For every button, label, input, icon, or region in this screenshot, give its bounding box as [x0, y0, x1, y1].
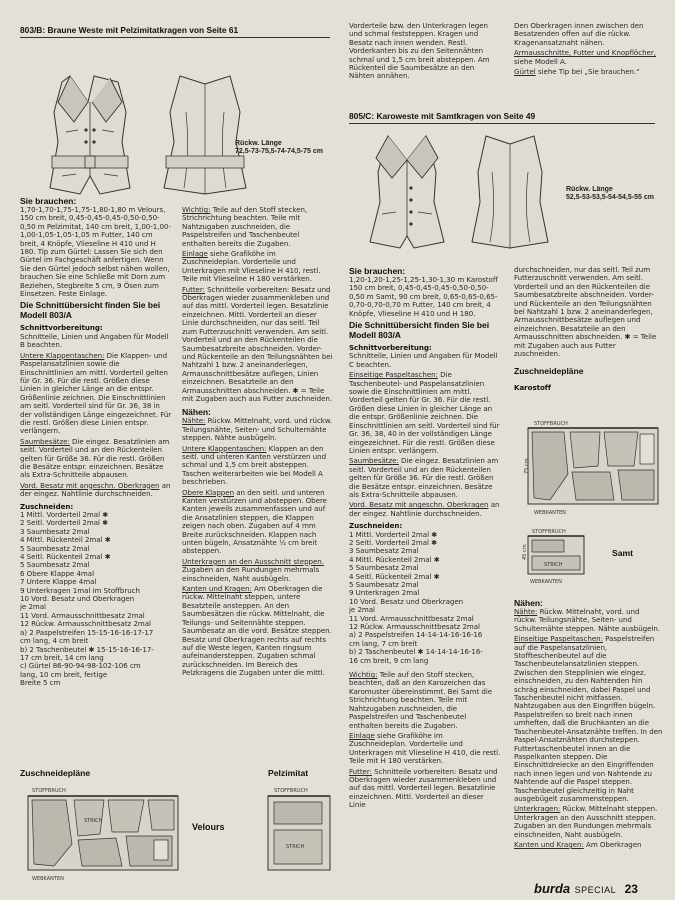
plans-title-c: Zuschneidepläne — [514, 366, 584, 377]
interfacing-lead: Einlage — [182, 249, 208, 259]
velours-cutting-plan — [26, 784, 186, 884]
vest-b-front-illustration — [30, 72, 150, 198]
model-b-heading: 803/B: Braune Weste mit Pelzimitatkragen von Seite 61 — [20, 25, 330, 38]
prep-title: Schnittvorbereitung: — [349, 343, 432, 353]
seams-text: Rückw. Mittelnaht, vord. und rückw. Teilungsnähte, Seiten- und Schulternähte steppen. Nähte ausbügeln. — [514, 607, 660, 633]
important-paragraph — [349, 671, 501, 730]
strich-label: STRICH — [84, 818, 103, 824]
lining-lead: Futter: — [349, 766, 372, 776]
samt-label: Samt — [612, 548, 634, 558]
lower-pockets-paragraph — [182, 445, 334, 487]
pocket-lead: Einseitige Paspeltaschen: — [349, 370, 438, 380]
samt-dim: 45 cm — [522, 544, 528, 560]
undercollar-lead: Unterkragen an den Ausschnitt steppen. — [182, 556, 324, 566]
cut-item: je 2mal — [20, 602, 46, 612]
lower-pockets-lead: Untere Klappentaschen: — [182, 443, 267, 453]
interfacing-lead: Einlage — [349, 730, 375, 740]
cut-title: Zuschneiden: — [349, 521, 403, 531]
upper-flaps-paragraph — [182, 489, 334, 556]
armhole-text: siehe Modell A. — [514, 56, 567, 66]
edges-text: Am Oberkragen — [586, 839, 642, 849]
edges-text: Am Oberkragen die rückw. Mittelnaht steppen, untere Besatzteile ansteppen. An den Saumbesätzen die rückw. Mittelnaht, die Teilungs- und Seitennähte steppen. Saumbesatz an die vord. Besätze steppen. Besatz und Oberkragen rechts auf rechts auf die Weste legen, Kanten ringsum aufeinandersteppen. Zugaben schmal zurückschneiden. Im Bereich des Pelzkragens die Zugaben unter die mittl. — [182, 584, 332, 678]
facing-text: an der eingez. Nahtlinie durchschneiden. — [349, 500, 500, 518]
hem-lead: Saumbesätze: — [349, 456, 399, 466]
seams-lead: Nähte: — [182, 416, 206, 426]
col3-top-text: Vorderteile bzw. den Unterkragen legen und schmal feststeppen. Kragen und Besatz nach innen wenden. Restl. Vorderkanten bis zu den Seitennähten schmal und 1,5 cm breit absteppen. Am Rückenteil die Saumbesätze an den Nähten annähen. — [349, 21, 490, 81]
cut-item: 17 cm breit, 14 cm lang — [20, 652, 104, 662]
facing-lead: Vord. Besatz mit angeschn. Oberkragen — [349, 500, 489, 510]
cut-item: 3 Saumbesatz 2mal — [20, 526, 90, 536]
cut-item: 9 Unterkragen 2mal — [349, 588, 420, 598]
pelz-cutting-plan — [264, 784, 336, 884]
cut-item: 5 Saumbesatz 2mal — [20, 543, 90, 553]
overview-title: Die Schnittübersicht finden Sie bei Modell 803/A — [20, 300, 161, 321]
sew-title: Nähen: — [182, 407, 211, 418]
column-3 — [349, 266, 501, 812]
model-b-length — [235, 140, 345, 156]
lining-paragraph — [349, 768, 501, 810]
length-values: 52,5-53-53,5-54-54,5-55 cm — [566, 194, 654, 202]
vest-c-front-illustration — [352, 132, 462, 254]
welt-pockets-lead: Einseitige Paspeltaschen: — [514, 634, 603, 644]
pocket-text: Die Klappen- und Paspelansatzlinien sowie die Einschnittlinien am mittl. Vorderteil gelten für Gr. 36. Für die restl. Größen diese Linien in gleicher Länge an die entspr. Größenlinie zeichnen. Die Einschnittlinien am seitl. Vorderteil sind für Gr. 36, 38 in der vollständigen Länge eingezeichnet. Für die restl. Größen diese Linien entspr. verlängern. — [20, 350, 172, 436]
cut-item: a) 2 Paspelstreifen 14-14-14-16-16-16 — [349, 630, 483, 640]
samt-cutting-plan — [514, 526, 594, 586]
cut-item: 5 Saumbesatz 2mal — [349, 563, 419, 573]
important-text: Teile auf den Stoff stecken, beachten, daß an den Karozeichen das Karomuster übereinstimmt. Bei Samt die Strichrichtung beachten. Teile mit Nahtzugaben zuschneiden, die Paspelstreifen und Taschenbeutel enthalten bereits die Zugaben. — [349, 670, 493, 730]
karostoff-cutting-plan — [514, 418, 664, 518]
needs-title: Sie brauchen: — [20, 196, 77, 206]
interfacing-text: siehe Grafiköhe im Zuschneideplan. Vorderteile und Unterkragen mit Vlieseline H 410, die restl. Teile mit H 180 verstärken. — [349, 730, 501, 766]
upper-flaps-text: an den seitl. und unteren Kanten verstürzen und absteppen. Obere Kanten jeweils zusammenfassen und auf die Ansatzlinien steppen, die Klappen zeigen nach oben. Zugaben auf 4 mm Breite zurückschneiden. Klappen nach unten bügeln, Ansatznähte ½ cm breit absteppen. — [182, 487, 327, 556]
col4-mid-text: durchschneiden, nur das seitl. Teil zum Futterzuschnitt verwenden. Am seitl. Vorderteil und an den Rückenteilen die Saumbesatzbreite abschneiden. Vorder- und Rückenteile an den Teilungsnähten bei Nahtzahl 1 bzw. 2 aneinanderlegen, Armausschnittbesätze auflegen und einzeichnen. Besatzteile an den Armausschnitten abschneiden. ✱ = Teile mit Zugaben auch aus Futter zuschneiden. — [514, 265, 657, 359]
fold-label: STOFFBRUCH — [274, 788, 308, 794]
cut-item: b) 2 Taschenbeutel ✱ 15-15-16-16-17- — [20, 644, 154, 654]
fold-label: STOFFBRUCH — [532, 529, 566, 535]
needs-text: 1,70-1,70-1,75-1,75-1,80-1,80 m Velours, 150 cm breit, 0,45-0,45-0,45-0,50-0,50-0,50 m Pelzimitat, 140 cm breit, 1,00-1,00-1,00-1,05-1,05-1,05 m Futter, 140 cm breit, 4 Knöpfe, Vlieseline H 410 und H 180. Tip zum Gürtel: Lassen Sie sich den Gürtel im Fachgeschäft anfertigen. Wenn Sie den Gürtel jedoch selbst nähen wollen, brauchen Sie eine Schließe mit Dorn zum Beziehen, Stegbreite 5 cm, 9 Ösen zum Einsetzen. Feste Einlage. — [20, 205, 171, 299]
cut-item: 11 Vord. Armausschnittbesatz 2mal — [349, 613, 474, 623]
hem-text: Die eingez. Besatzlinien am seitl. Vorderteil und an den Rückenteilen gelten für Größe 36. Für die restl. Größen die Besätze entspr. einzeichnen. Besätze als Extra-Schnitteile abpausen. — [349, 456, 499, 499]
special-label: SPECIAL — [574, 885, 617, 895]
col4-top-text: Den Oberkragen innen zwischen den Besatzenden offen auf die rückw. Kragenansatznaht nähen. — [514, 21, 644, 47]
length-label: Rückw. Länge — [235, 140, 282, 147]
undercollar-text: Zugaben an den Rundungen mehrmals einschneiden, Naht ausbügeln. — [182, 565, 320, 583]
column-2 — [182, 206, 334, 680]
length-label: Rückw. Länge — [566, 186, 613, 193]
cut-list — [349, 531, 501, 666]
strich-label: STRICH — [286, 844, 305, 850]
armhole-paragraph — [514, 49, 664, 66]
column-3-top — [349, 22, 501, 83]
seams-lead: Nähte: — [514, 607, 538, 616]
needs-title: Sie brauchen: — [349, 266, 406, 276]
karo-title: Karostoff — [514, 383, 551, 393]
page-number: 23 — [624, 882, 638, 896]
undercollar-lead: Unterkragen: — [514, 804, 561, 814]
plans-title-b: Zuschneidepläne — [20, 768, 91, 778]
pocket-text: Die Taschenbeutel- und Paspelansatzlinien sowie die Einschnittlinien am mittl. Vorderteil gelten für Gr. 36. Für die restl. Größen diese Linien in gleicher Länge an die entspr. Größenlinie zeichnen. Die Einschnittlinien am seitl. Vorderteil sind für Gr. 36, 38, 40 in der vollständigen Länge eingezeichnet. Für die restl. Größen diese Linien entspr. verlängern. — [349, 370, 500, 455]
seams-paragraph — [182, 417, 334, 442]
cut-item: 6 Obere Klappe 4mal — [20, 568, 94, 578]
cut-item: 3 Saumbesatz 2mal — [349, 546, 419, 556]
armhole-lead: Armausschnitte, Futter und Knopflöcher, — [514, 48, 656, 58]
facing-lead: Vord. Besatz mit angeschn. Oberkragen — [20, 480, 160, 490]
belt-text: siehe Tip bei „Sie brauchen.“ — [537, 67, 640, 77]
belt-lead: Gürtel — [514, 67, 536, 77]
cut-item: 2 Seitl. Vorderteil 2mal ✱ — [349, 537, 438, 547]
cut-item: Breite 5 cm — [20, 678, 61, 688]
cut-title: Zuschneiden: — [20, 501, 74, 511]
important-text: Teile auf den Stoff stecken, Strichrichtung beachten. Teile mit Nahtzugaben zuschneiden, die Paspelstreifen und Taschenbeutel enthalten bereits die Zugaben. — [182, 205, 308, 248]
cut-item: 2 Seitl. Vorderteil 2mal ✱ — [20, 518, 109, 528]
selvedge-label: WEBKANTEN — [534, 510, 566, 516]
cut-item: 7 Untere Klappe 4mal — [20, 577, 97, 587]
hem-text: Die eingez. Besatzlinien am seitl. Vorderteil und an den Rückenteilen gelten für Größe 36. Für die restl. Größen die Besätze entspr. einzeichnen. Besätze als Extra-Schnitteile abpausen. — [20, 436, 170, 480]
brand-logo: burda — [534, 881, 571, 896]
edges-lead: Kanten und Kragen: — [514, 839, 584, 849]
important-paragraph — [182, 206, 334, 248]
seams-text: Rückw. Mittelnaht, vord. und rückw. Teilungsnähte, Seiten- und Schulternähte steppen. Nähte ausbügeln. — [182, 416, 333, 443]
edges-lead: Kanten und Kragen: — [182, 584, 252, 594]
hem-paragraph — [20, 438, 172, 480]
cut-item: 5 Saumbesatz 2mal — [20, 560, 90, 570]
column-4-bottom — [514, 598, 664, 851]
pocket-paragraph — [349, 371, 501, 455]
undercollar-paragraph — [514, 805, 664, 839]
hem-paragraph — [349, 457, 501, 499]
column-1 — [20, 196, 172, 688]
fold-label: STOFFBRUCH — [32, 788, 66, 794]
cut-item: 12 Rückw. Armausschnittbesatz 2mal — [20, 619, 151, 629]
pocket-lead: Untere Klappentaschen: — [20, 350, 105, 360]
pocket-paragraph — [20, 352, 172, 436]
cut-item: c) Gürtel 86-90-94-98-102-106 cm — [20, 661, 141, 671]
model-c-length — [566, 186, 666, 202]
upper-flaps-lead: Obere Klappen — [182, 487, 235, 497]
interfacing-paragraph — [349, 732, 501, 766]
welt-pockets-text: Paspelstreifen auf die Paspelansatzlinien, Stoffteschenbeutel auf die Taschenbeutelansatzlinien steppen. Zwischen den Stepplinien wie eingez. einschneiden, zu den Nahtenden hin schräg einschneiden, dabei Paspel und Taschenbeutel nicht mitfassen. Nahtzugaben aus den Eingriffen bügeln. Paspelstreifen so breit nach innen umheften, daß die Bruchkanten an die Taschenbeutel-Ansatznähte treffen. In den Paspel-Ansatznähten durchsteppen. Futtertaschenbeutel innen an die Paspelkanten steppen. Die Einschnittdreiecke an den Eingriffenden nach innen legen und von Nahtende zu Nahtende auf die Paspel steppen. Taschenbeutel gleichzeitig in Naht ausgebügelt zusammensteppen. — [514, 634, 663, 803]
prep-text: Schnitteile, Linien und Angaben für Modell C beachten. — [349, 351, 498, 369]
selvedge-label: WEBKANTEN — [32, 876, 64, 882]
cut-item: cm lang, 7 cm breit — [349, 638, 418, 648]
column-4-top — [514, 22, 664, 78]
important-lead: Wichtig: — [182, 205, 211, 214]
cut-item: je 2mal — [349, 605, 375, 615]
fold-label: STOFFBRUCH — [534, 421, 568, 427]
cut-item: 10 Vord. Besatz und Oberkragen — [349, 596, 464, 606]
cut-item: 9 Unterkragen 1mal im Stoffbruch — [20, 585, 140, 595]
karo-dim: 75 cm — [524, 458, 530, 474]
undercollar-text: Rückw. Mittelnaht steppen. Unterkragen an den Ausschnitt steppen. Zugaben an den Rundungen mehrmals einschneiden, Naht ausbügeln. — [514, 804, 658, 839]
facing-text: an der eingez. Nahtlinie durchschneiden. — [20, 480, 171, 499]
pelz-title: Pelzimitat — [268, 768, 309, 778]
cut-item: 5 Saumbesatz 2mal — [349, 580, 419, 589]
cut-item: 1 Mittl. Vorderteil 2mal ✱ — [20, 510, 109, 519]
facing-paragraph — [349, 501, 501, 518]
cut-item: cm lang, 4 cm breit — [20, 636, 89, 646]
vest-c-back-illustration — [460, 132, 560, 254]
column-4 — [514, 266, 664, 393]
model-c-heading: 805/C: Karoweste mit Samtkragen von Seite 49 — [349, 111, 655, 124]
lining-lead: Futter: — [182, 284, 205, 294]
prep-text: Schnitteile, Linien und Angaben für Modell B beachten. — [20, 331, 169, 350]
cut-item: a) 2 Paspelstreifen 15-15-16-16-17-17 — [20, 627, 154, 637]
edges-paragraph — [182, 585, 334, 677]
belt-paragraph — [514, 68, 664, 76]
cut-item: 11 Vord. Armausschnittbesatz 2mal — [20, 610, 145, 620]
cut-item: 4 Seitl. Rückenteil 2mal ✱ — [20, 552, 111, 562]
edges-paragraph — [514, 841, 664, 849]
needs-text: 1,20-1,20-1,25-1,25-1,30-1,30 m Karostoff 150 cm breit, 0,45-0,45-0,45-0,50-0,50-0,50 m Samt, 90 cm breit, 0,65-0,65-0,65-0,70-0,70-0,70 m Futter, 140 cm breit, 4 Knöpfe, Vlieseline H 410 und H 180. — [349, 275, 498, 318]
interfacing-text: siehe Grafiköhe im Zuschneideplan. Vorderteile und Unterkragen mit Vlieseline H 410, restl. Teile mit Vlieseline H 180 verstärken. — [182, 249, 321, 284]
sew-title: Nähen: — [514, 598, 543, 608]
cut-item: 12 Rückw. Armausschnittbesatz 2mal — [349, 622, 480, 632]
lower-pockets-text: Klappen an den seitl. und unteren Kanten verstürzen und schmal und 1,5 cm breit absteppen. Taschen weiterarbeiten wie bei Modell A beschrieben. — [182, 443, 327, 487]
cut-item: 16 cm breit, 9 cm lang — [349, 655, 429, 665]
interfacing-paragraph — [182, 250, 334, 284]
welt-pockets-paragraph — [514, 635, 664, 803]
cut-item: 4 Seitl. Rückenteil 2mal ✱ — [349, 571, 440, 581]
prep-title: Schnittvorbereitung: — [20, 323, 103, 333]
vest-b-back-illustration — [150, 72, 260, 198]
velours-label: Velours — [192, 822, 225, 832]
hem-lead: Saumbesätze: — [20, 436, 70, 446]
important-lead: Wichtig: — [349, 670, 378, 680]
length-values: 72,5-73-75,5-74-74,5-75 cm — [235, 148, 323, 156]
lining-paragraph — [182, 286, 334, 404]
lining-text: Schnitteile vorbereiten: Besatz und Oberkragen wieder zusammenkleben und auf das mittl. Vorderteil legen. Besatzlinie einzeichnen. Mittl. Vorderteil an dieser Linie — [349, 766, 498, 810]
cut-item: 10 Vord. Besatz und Oberkragen — [20, 594, 135, 604]
lining-text: Schnitteile vorbereiten: Besatz und Oberkragen wieder zusammenkleben und auf das mittl. Vorderteil legen. Besatzlinie einzeichnen. Mittl. Vorderteil an dieser Linie durchschneiden, nur das seitl. Teil zum Futterzuschnitt verwenden. Am seitl. Vorderteil und an den Rückenteilen die Saumbesatzbreite abschneiden. Vorder- und Rückenteile an den Teilungsnähten bei Nahtzahl 1 bzw. 2 aneinanderlegen, Armausschnittbesätze auflegen, Linien einzeichnen. Besatzteile an den Armausschnitten abschneiden. ✱ = Teile mit Zugaben auch aus Futter zuschneiden. — [182, 284, 333, 403]
cut-item: 4 Mittl. Rückenteil 2mal ✱ — [20, 535, 111, 545]
undercollar-paragraph — [182, 558, 334, 583]
facing-paragraph — [20, 482, 172, 499]
cut-item: b) 2 Taschenbeutel ✱ 14-14-14-16-16- — [349, 647, 483, 657]
cut-item: 1 Mittl. Vorderteil 2mal ✱ — [349, 529, 438, 539]
seams-paragraph — [514, 608, 664, 633]
cut-item: 4 Mittl. Rückenteil 2mal ✱ — [349, 554, 440, 564]
cut-list — [20, 511, 172, 688]
cut-item: lang, 10 cm breit, fertige — [20, 669, 108, 679]
selvedge-label: WEBKANTEN — [530, 579, 562, 585]
page-footer — [534, 880, 638, 898]
strich-label: STRICH — [544, 562, 563, 568]
overview-title: Die Schnittübersicht finden Sie bei Modell 803/A — [349, 320, 490, 341]
